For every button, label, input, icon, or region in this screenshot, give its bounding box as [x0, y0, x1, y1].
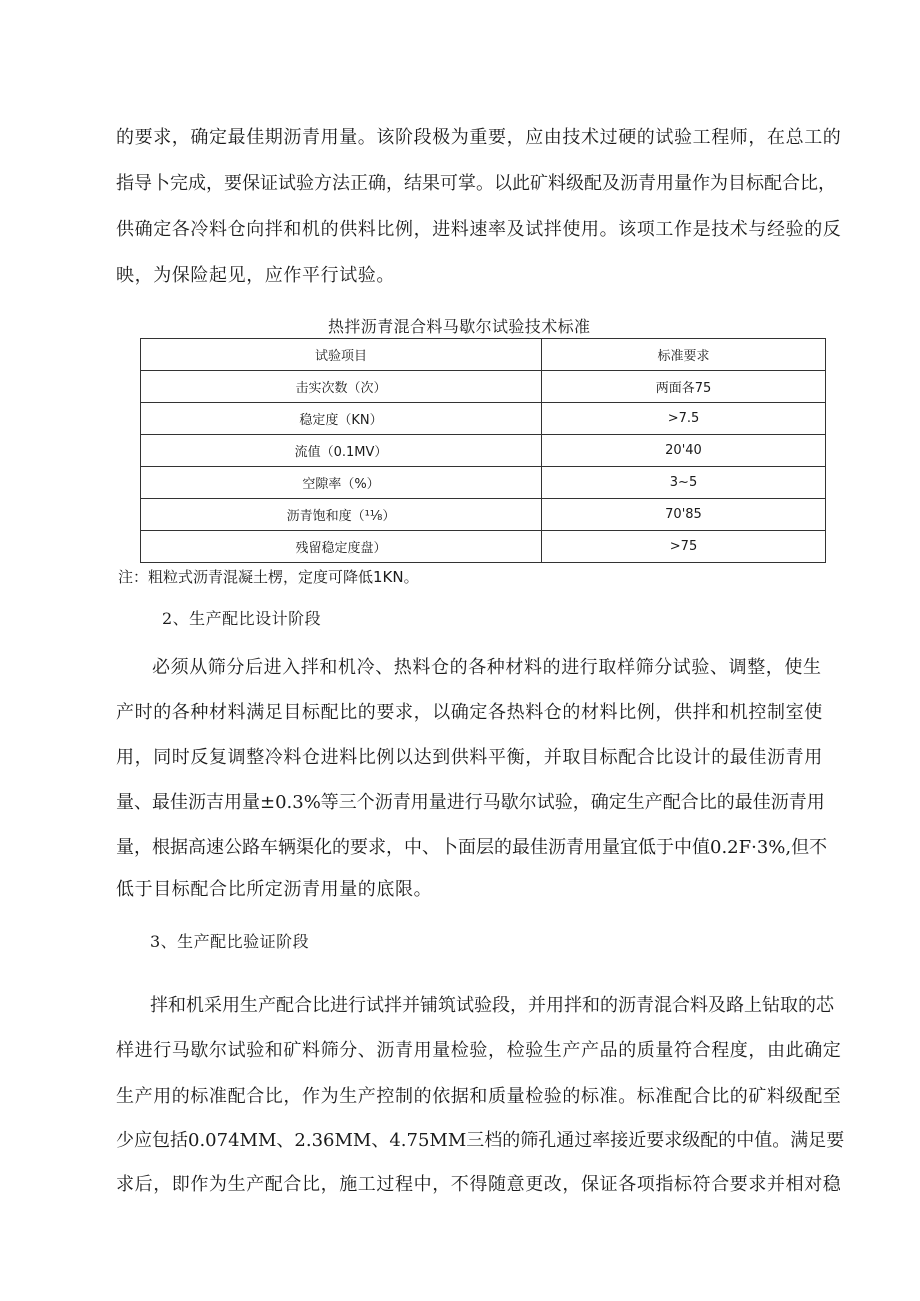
table-row — [141, 531, 826, 563]
paragraph-line: 量，根据高速公路车辆渠化的要求，中、卜面层的最佳沥青用量宜低于中值0.2F·3%,但不 — [116, 837, 828, 858]
table-row — [141, 499, 826, 531]
cell-item: 稳定度（KN） — [141, 403, 542, 435]
table-row — [141, 467, 826, 499]
table-note: 注：粗粒式沥青混凝土楞，定度可降低1KN。 — [118, 568, 419, 586]
marshall-spec-table — [140, 338, 826, 563]
paragraph-line: 用，同时反复调整冷料仓进料比例以达到供料平衡，并取目标配合比设计的最佳沥青用 — [116, 747, 823, 768]
cell-requirement: 20'40 — [542, 435, 826, 467]
cell-item: 残留稳定度盘） — [141, 531, 542, 563]
paragraph-line: 生产用的标准配合比，作为生产控制的依据和质量检验的标准。标准配合比的矿料级配至 — [116, 1086, 842, 1107]
header-cell-item: 试验项目 — [141, 339, 542, 371]
paragraph-line: 量、最佳沥吉用量±0.3%等三个沥青用量进行马歇尔试验，确定生产配合比的最佳沥青用 — [116, 792, 825, 813]
cell-item: 击实次数（次） — [141, 371, 542, 403]
cell-item: 空隙率（%） — [141, 467, 542, 499]
paragraph-line: 低于目标配合比所定沥青用量的底限。 — [116, 879, 433, 900]
paragraph-line: 产时的各种材料满足目标配比的要求，以确定各热料仓的材料比例，供拌和机控制室使 — [116, 702, 823, 723]
paragraph-line: 的要求，确定最佳期沥青用量。该阶段极为重要，应由技术过硬的试验工程师，在总工的 — [116, 127, 842, 148]
section-heading: 3、生产配比验证阶段 — [150, 932, 310, 951]
cell-requirement: 70'85 — [542, 499, 826, 531]
paragraph-line: 少应包括0.074MM、2.36MM、4.75MM三档的筛孔通过率接近要求级配的中值。满足要 — [116, 1130, 845, 1151]
cell-item: 沥青饱和度（¹⅛） — [141, 499, 542, 531]
paragraph-line: 拌和机采用生产配合比进行试拌并铺筑试验段，并用拌和的沥青混合料及路上钻取的芯 — [150, 995, 834, 1016]
table-row — [141, 403, 826, 435]
table-row — [141, 371, 826, 403]
cell-requirement: >75 — [542, 531, 826, 563]
paragraph-line: 必须从筛分后进入拌和机冷、热料仓的各种材料的进行取样筛分试验、调整，使生 — [152, 657, 822, 678]
cell-item: 流值（0.1MV） — [141, 435, 542, 467]
table-caption: 热拌沥青混合料马歇尔试验技术标准 — [328, 317, 591, 336]
table-row — [141, 435, 826, 467]
cell-requirement: 3~5 — [542, 467, 826, 499]
paragraph-line: 映，为保险起见，应作平行试验。 — [116, 265, 395, 286]
cell-requirement: 两面各75 — [542, 371, 826, 403]
cell-requirement: >7.5 — [542, 403, 826, 435]
paragraph-line: 样进行马歇尔试验和矿料筛分、沥青用量检验，检验生产产品的质量符合程度，由此确定 — [116, 1040, 842, 1061]
paragraph-line: 指导卜完成，要保证试验方法正确，结果可掌。以此矿料级配及沥青用量作为目标配合比， — [116, 173, 836, 194]
paragraph-line: 供确定各冷料仓向拌和机的供料比例，进料速率及试拌使用。该项工作是技术与经验的反 — [116, 219, 842, 240]
table-header-row — [141, 339, 826, 371]
section-heading: 2、生产配比设计阶段 — [162, 609, 322, 628]
paragraph-line: 求后，即作为生产配合比，施工过程中，不得随意更改，保证各项指标符合要求并相对稳 — [116, 1174, 842, 1195]
header-cell-requirement: 标准要求 — [542, 339, 826, 371]
